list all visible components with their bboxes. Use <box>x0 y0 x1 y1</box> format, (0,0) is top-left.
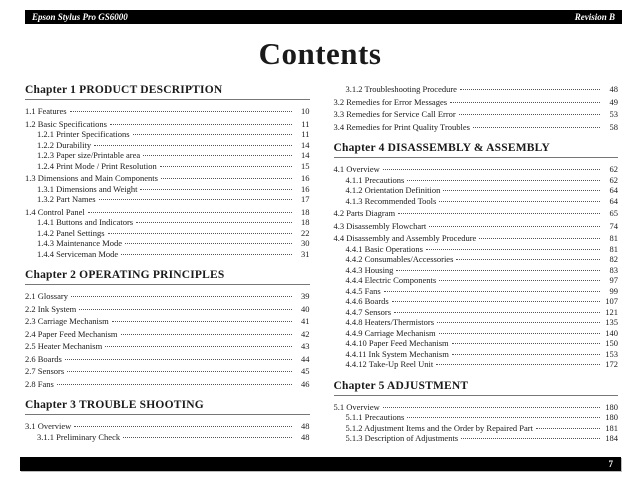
dot-leader <box>398 213 600 214</box>
toc-entry-label: 4.4.7 Sensors <box>345 306 392 317</box>
toc-entry-label: 2.7 Sensors <box>25 366 65 376</box>
toc-entry <box>334 402 619 413</box>
toc-entry-label: 4.4.6 Boards <box>345 296 389 306</box>
toc-entry-page: 62 <box>609 164 618 174</box>
dot-leader <box>460 89 600 90</box>
toc-entry-label: 2.6 Boards <box>25 353 62 364</box>
dot-leader <box>110 124 292 125</box>
dot-leader <box>392 301 600 302</box>
toc-entry <box>334 122 619 133</box>
toc-entry-label: 1.4.3 Maintenance Mode <box>37 238 122 248</box>
toc-entry-page: 45 <box>301 366 310 376</box>
toc-entry <box>25 366 310 377</box>
toc-entry-page: 18 <box>301 217 310 227</box>
toc-entry-page: 99 <box>609 285 618 296</box>
dot-leader <box>74 426 291 427</box>
toc-entry-label: 4.2 Parts Diagram <box>333 208 396 218</box>
toc-entry <box>25 341 310 352</box>
toc-entry-page: 140 <box>605 327 618 338</box>
dot-leader <box>461 438 600 439</box>
toc-entry-label: 3.2 Remedies for Error Messages <box>333 96 448 107</box>
dot-leader <box>396 270 600 271</box>
toc-entry-list <box>25 106 310 259</box>
dot-leader <box>136 222 291 223</box>
toc-entry-page: 18 <box>301 206 310 217</box>
toc-entry <box>334 412 619 423</box>
toc-entry-page: 11 <box>301 129 310 139</box>
toc-entry <box>25 228 310 239</box>
toc-entry-label: 4.4.4 Electric Components <box>345 275 437 285</box>
toc-entry-label: 1.2.4 Print Mode / Print Resolution <box>37 160 157 171</box>
toc-entry-page: 14 <box>301 139 310 150</box>
toc-entry <box>334 97 619 108</box>
toc-entry <box>334 254 619 265</box>
toc-entry-page: 81 <box>609 243 618 254</box>
dot-leader <box>143 155 291 156</box>
toc-entry-page: 39 <box>301 291 310 301</box>
toc-entry-page: 181 <box>605 422 618 433</box>
toc-entry <box>334 338 619 349</box>
toc-entry <box>334 208 619 219</box>
toc-entry-label: 4.1 Overview <box>333 164 380 174</box>
dot-leader <box>407 417 600 418</box>
toc-entry-label: 2.4 Paper Feed Mechanism <box>25 328 118 339</box>
toc-entry <box>334 328 619 339</box>
toc-entry-page: 10 <box>301 106 310 116</box>
dot-leader <box>452 343 600 344</box>
dot-leader <box>429 226 600 227</box>
dot-leader <box>67 371 291 372</box>
toc-entry <box>25 421 310 432</box>
toc-entry-page: 30 <box>301 238 310 248</box>
toc-entry <box>25 329 310 340</box>
toc-entry-page: 11 <box>301 118 310 129</box>
toc-entry-label: 5.1.2 Adjustment Items and the Order by Repaired Part <box>345 422 533 433</box>
toc-entry-label: 4.4.12 Take-Up Reel Unit <box>345 359 434 369</box>
toc-entry <box>25 106 310 117</box>
toc-entry-page: 41 <box>301 316 310 326</box>
toc-entry <box>334 433 619 444</box>
toc-entry <box>25 150 310 161</box>
toc-entry-page: 46 <box>301 378 310 389</box>
toc-entry-label: 1.3 Dimensions and Main Components <box>25 173 158 183</box>
toc-entry-label: 4.1.1 Precautions <box>345 174 405 185</box>
dot-leader <box>79 309 291 310</box>
toc-entry <box>334 423 619 434</box>
toc-entry-label: 1.4 Control Panel <box>25 206 85 217</box>
toc-entry-page: 64 <box>609 185 618 195</box>
dot-leader <box>394 312 600 313</box>
toc-entry-label: 4.4.8 Heaters/Thermistors <box>345 317 435 327</box>
toc-entry-page: 49 <box>609 96 618 107</box>
toc-entry-list <box>334 84 619 132</box>
toc-entry-label: 1.2.2 Durability <box>37 139 92 150</box>
toc-entry <box>334 221 619 232</box>
dot-leader <box>439 201 600 202</box>
toc-section <box>334 142 619 370</box>
toc-entry-label: 2.1 Glossary <box>25 291 68 301</box>
toc-entry-page: 48 <box>301 431 310 442</box>
toc-entry-label: 1.4.1 Buttons and Indicators <box>37 217 134 227</box>
toc-entry <box>25 379 310 390</box>
toc-entry <box>334 196 619 207</box>
dot-leader <box>536 428 600 429</box>
toc-entry <box>25 304 310 315</box>
toc-entry <box>334 244 619 255</box>
dot-leader <box>439 333 600 334</box>
toc-entry <box>25 207 310 218</box>
toc-entry <box>25 291 310 302</box>
toc-entry <box>334 286 619 297</box>
dot-leader <box>121 254 291 255</box>
dot-leader <box>436 364 600 365</box>
toc-entry-label: 3.1.1 Preliminary Check <box>37 431 121 442</box>
dot-leader <box>160 166 292 167</box>
toc-entry <box>334 349 619 360</box>
toc-entry-page: 135 <box>605 317 618 327</box>
toc-section <box>334 84 619 132</box>
toc-entry-label: 4.4.2 Consumables/Accessories <box>345 254 454 264</box>
toc-entry <box>25 354 310 365</box>
toc-entry <box>334 359 619 370</box>
chapter-heading: Chapter 1 PRODUCT DESCRIPTION <box>25 84 310 100</box>
toc-entry <box>25 173 310 184</box>
dot-leader <box>88 212 292 213</box>
toc-entry <box>334 175 619 186</box>
toc-entry-label: 4.4.5 Fans <box>345 285 381 296</box>
dot-leader <box>123 437 291 438</box>
toc-entry-page: 121 <box>605 306 618 317</box>
toc-entry <box>25 194 310 205</box>
toc-entry-page: 81 <box>609 233 618 243</box>
toc-entry-page: 62 <box>609 174 618 185</box>
dot-leader <box>94 145 291 146</box>
dot-leader <box>57 384 292 385</box>
dot-leader <box>456 259 600 260</box>
toc-entry-label: 2.8 Fans <box>25 378 54 389</box>
dot-leader <box>383 407 600 408</box>
header-product-title: Epson Stylus Pro GS6000 <box>32 12 128 22</box>
page-title: Contents <box>258 36 382 71</box>
toc-entry-label: 3.3 Remedies for Service Call Error <box>333 109 456 119</box>
toc-entry-page: 107 <box>605 296 618 306</box>
toc-entry-list <box>25 421 310 442</box>
dot-leader <box>452 354 600 355</box>
toc-entry-page: 58 <box>609 121 618 132</box>
toc-entry-list <box>334 164 619 370</box>
dot-leader <box>99 199 292 200</box>
dot-leader <box>70 111 292 112</box>
toc-entry <box>25 217 310 228</box>
dot-leader <box>426 249 600 250</box>
toc-entry-page: 17 <box>301 194 310 204</box>
toc-entry-page: 180 <box>605 412 618 422</box>
toc-entry-label: 3.1.2 Troubleshooting Procedure <box>345 84 457 94</box>
toc-entry-label: 5.1.3 Description of Adjustments <box>345 433 459 443</box>
toc-entry-label: 1.2 Basic Specifications <box>25 118 107 129</box>
dot-leader <box>140 189 291 190</box>
toc-entry <box>25 140 310 151</box>
dot-leader <box>437 322 600 323</box>
toc-entry-page: 31 <box>301 248 310 259</box>
page-footer-bar <box>20 457 621 471</box>
toc-entry <box>25 129 310 140</box>
toc-entry-label: 1.2.3 Paper size/Printable area <box>37 150 141 160</box>
toc-entry <box>334 317 619 328</box>
toc-column-right <box>334 84 619 444</box>
toc-entry-label: 4.1.3 Recommended Tools <box>345 195 437 206</box>
toc-entry-label: 2.3 Carriage Mechanism <box>25 316 109 326</box>
page-number: 7 <box>608 459 613 469</box>
toc-entry-page: 43 <box>301 341 310 351</box>
toc-entry-page: 48 <box>301 421 310 431</box>
toc-entry-label: 4.3 Disassembly Flowchart <box>333 220 427 231</box>
dot-leader <box>125 243 292 244</box>
toc-entry-label: 2.2 Ink System <box>25 303 77 314</box>
toc-entry-page: 16 <box>301 183 310 194</box>
toc-entry-page: 40 <box>301 303 310 314</box>
toc-entry-label: 1.4.4 Serviceman Mode <box>37 248 119 259</box>
toc-entry-label: 2.5 Heater Mechanism <box>25 341 103 351</box>
toc-entry-label: 4.1.2 Orientation Definition <box>345 185 441 195</box>
toc-entry-page: 83 <box>609 264 618 275</box>
toc-entry <box>334 164 619 175</box>
dot-leader <box>459 114 600 115</box>
toc-entry-label: 1.4.2 Panel Settings <box>37 227 105 238</box>
dot-leader <box>443 190 600 191</box>
toc-entry-list <box>334 402 619 444</box>
chapter-heading: Chapter 2 OPERATING PRINCIPLES <box>25 269 310 285</box>
chapter-heading: Chapter 5 ADJUSTMENT <box>334 380 619 396</box>
dot-leader <box>133 134 292 135</box>
toc-entry-page: 97 <box>609 275 618 285</box>
toc-section <box>25 399 310 442</box>
toc-entry <box>334 84 619 95</box>
toc-entry-page: 74 <box>609 220 618 231</box>
dot-leader <box>407 180 600 181</box>
toc-column-left <box>25 84 310 444</box>
toc-entry-page: 14 <box>301 150 310 160</box>
toc-entry <box>334 185 619 196</box>
toc-entry-label: 4.4.9 Carriage Mechanism <box>345 327 436 338</box>
toc-entry-page: 53 <box>609 109 618 119</box>
toc-entry-label: 3.1 Overview <box>25 421 72 431</box>
toc-entry-label: 3.4 Remedies for Print Quality Troubles <box>333 121 470 132</box>
toc-entry <box>334 109 619 120</box>
toc-entry <box>334 275 619 286</box>
toc-entry-label: 4.4.10 Paper Feed Mechanism <box>345 338 449 348</box>
dot-leader <box>112 321 292 322</box>
page-header-bar <box>25 10 622 24</box>
toc-entry <box>25 119 310 130</box>
toc-entry-page: 150 <box>605 338 618 348</box>
dot-leader <box>105 346 291 347</box>
dot-leader <box>108 233 292 234</box>
toc-entry-page: 48 <box>609 84 618 94</box>
toc-entry-page: 44 <box>301 353 310 364</box>
toc-columns <box>0 72 640 444</box>
toc-entry-page: 22 <box>301 227 310 238</box>
toc-entry-page: 64 <box>609 195 618 206</box>
toc-section <box>334 380 619 444</box>
toc-entry <box>334 296 619 307</box>
toc-entry-page: 82 <box>609 254 618 264</box>
toc-entry-label: 1.3.2 Part Names <box>37 194 96 204</box>
toc-entry-label: 4.4.11 Ink System Mechanism <box>345 348 449 359</box>
toc-entry <box>25 161 310 172</box>
dot-leader <box>450 102 600 103</box>
toc-entry-label: 5.1.1 Precautions <box>345 412 405 422</box>
dot-leader <box>439 280 600 281</box>
toc-entry-page: 180 <box>605 401 618 412</box>
toc-entry-page: 184 <box>605 433 618 443</box>
toc-entry-label: 1.1 Features <box>25 106 67 116</box>
toc-entry-label: 5.1 Overview <box>333 401 380 412</box>
toc-entry-page: 42 <box>301 328 310 339</box>
toc-entry-page: 15 <box>301 160 310 171</box>
toc-entry <box>25 184 310 195</box>
chapter-heading: Chapter 3 TROUBLE SHOOTING <box>25 399 310 415</box>
dot-leader <box>473 127 600 128</box>
toc-entry-label: 4.4.3 Housing <box>345 264 394 275</box>
toc-entry <box>25 316 310 327</box>
chapter-heading: Chapter 4 DISASSEMBLY & ASSEMBLY <box>334 142 619 158</box>
toc-entry-page: 65 <box>609 208 618 218</box>
dot-leader <box>384 291 600 292</box>
toc-entry-label: 1.3.1 Dimensions and Weight <box>37 183 138 194</box>
dot-leader <box>161 178 292 179</box>
toc-section <box>25 269 310 389</box>
toc-entry-page: 172 <box>605 359 618 369</box>
dot-leader <box>479 238 600 239</box>
toc-entry-label: 4.4.1 Basic Operations <box>345 243 423 254</box>
toc-entry <box>25 432 310 443</box>
toc-entry <box>25 238 310 249</box>
toc-entry-page: 16 <box>301 173 310 183</box>
toc-entry-label: 1.2.1 Printer Specifications <box>37 129 130 139</box>
dot-leader <box>71 296 292 297</box>
toc-entry <box>25 249 310 260</box>
toc-section <box>25 84 310 259</box>
dot-leader <box>121 334 292 335</box>
toc-entry-page: 153 <box>605 348 618 359</box>
toc-entry <box>334 233 619 244</box>
toc-entry <box>334 307 619 318</box>
toc-entry-list <box>25 291 310 389</box>
dot-leader <box>383 169 600 170</box>
toc-entry-label: 4.4 Disassembly and Assembly Procedure <box>333 233 477 243</box>
toc-entry <box>334 265 619 276</box>
dot-leader <box>65 359 292 360</box>
header-revision-label: Revision B <box>574 12 615 22</box>
